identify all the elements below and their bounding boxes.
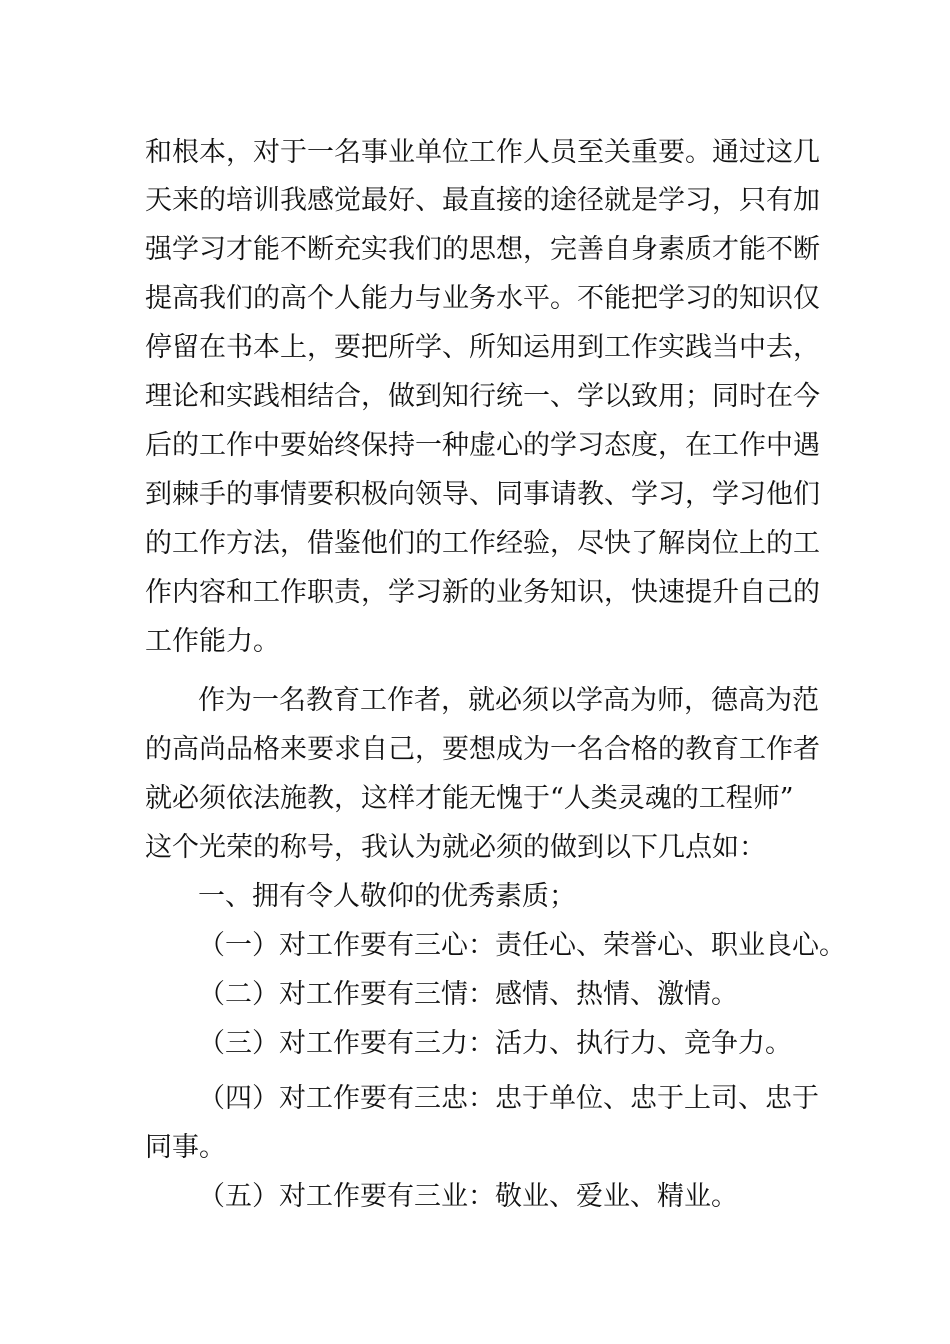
list-item: （二）对工作要有三情：感情、热情、激情。 [198, 979, 738, 1010]
text-line: 的工作方法，借鉴他们的工作经验，尽快了解岗位上的工 [145, 528, 820, 559]
text-line: 作内容和工作职责，学习新的业务知识，快速提升自己的 [145, 577, 820, 608]
text-line: 和根本，对于一名事业单位工作人员至关重要。通过这几 [145, 137, 820, 168]
text-line: 就必须依法施教，这样才能无愧于“人类灵魂的工程师” [145, 783, 794, 814]
text-line: 提高我们的高个人能力与业务水平。不能把学习的知识仅 [145, 283, 820, 314]
list-item-continuation: 同事。 [145, 1132, 226, 1163]
text-line: 后的工作中要始终保持一种虚心的学习态度，在工作中遇 [145, 430, 820, 461]
list-item: （五）对工作要有三业：敬业、爱业、精业。 [198, 1181, 738, 1212]
text-line: 强学习才能不断充实我们的思想，完善自身素质才能不断 [145, 234, 820, 265]
list-item: （三）对工作要有三力：活力、执行力、竞争力。 [198, 1028, 792, 1059]
text-line: 这个光荣的称号，我认为就必须的做到以下几点如： [145, 832, 766, 863]
text-line: 理论和实践相结合，做到知行统一、学以致用；同时在今 [145, 381, 820, 412]
section-heading: 一、拥有令人敬仰的优秀素质； [198, 881, 576, 912]
list-item: （四）对工作要有三忠：忠于单位、忠于上司、忠于 [198, 1083, 819, 1114]
text-line: 停留在书本上，要把所学、所知运用到工作实践当中去， [145, 332, 820, 363]
text-line: 天来的培训我感觉最好、最直接的途径就是学习，只有加 [145, 185, 820, 216]
paragraph-start-line: 作为一名教育工作者，就必须以学高为师，德高为范 [198, 685, 819, 716]
text-line: 的高尚品格来要求自己，要想成为一名合格的教育工作者 [145, 734, 820, 765]
list-item: （一）对工作要有三心：责任心、荣誉心、职业良心。 [198, 930, 846, 961]
text-line: 到棘手的事情要积极向领导、同事请教、学习，学习他们 [145, 479, 820, 510]
text-line: 工作能力。 [145, 626, 280, 657]
